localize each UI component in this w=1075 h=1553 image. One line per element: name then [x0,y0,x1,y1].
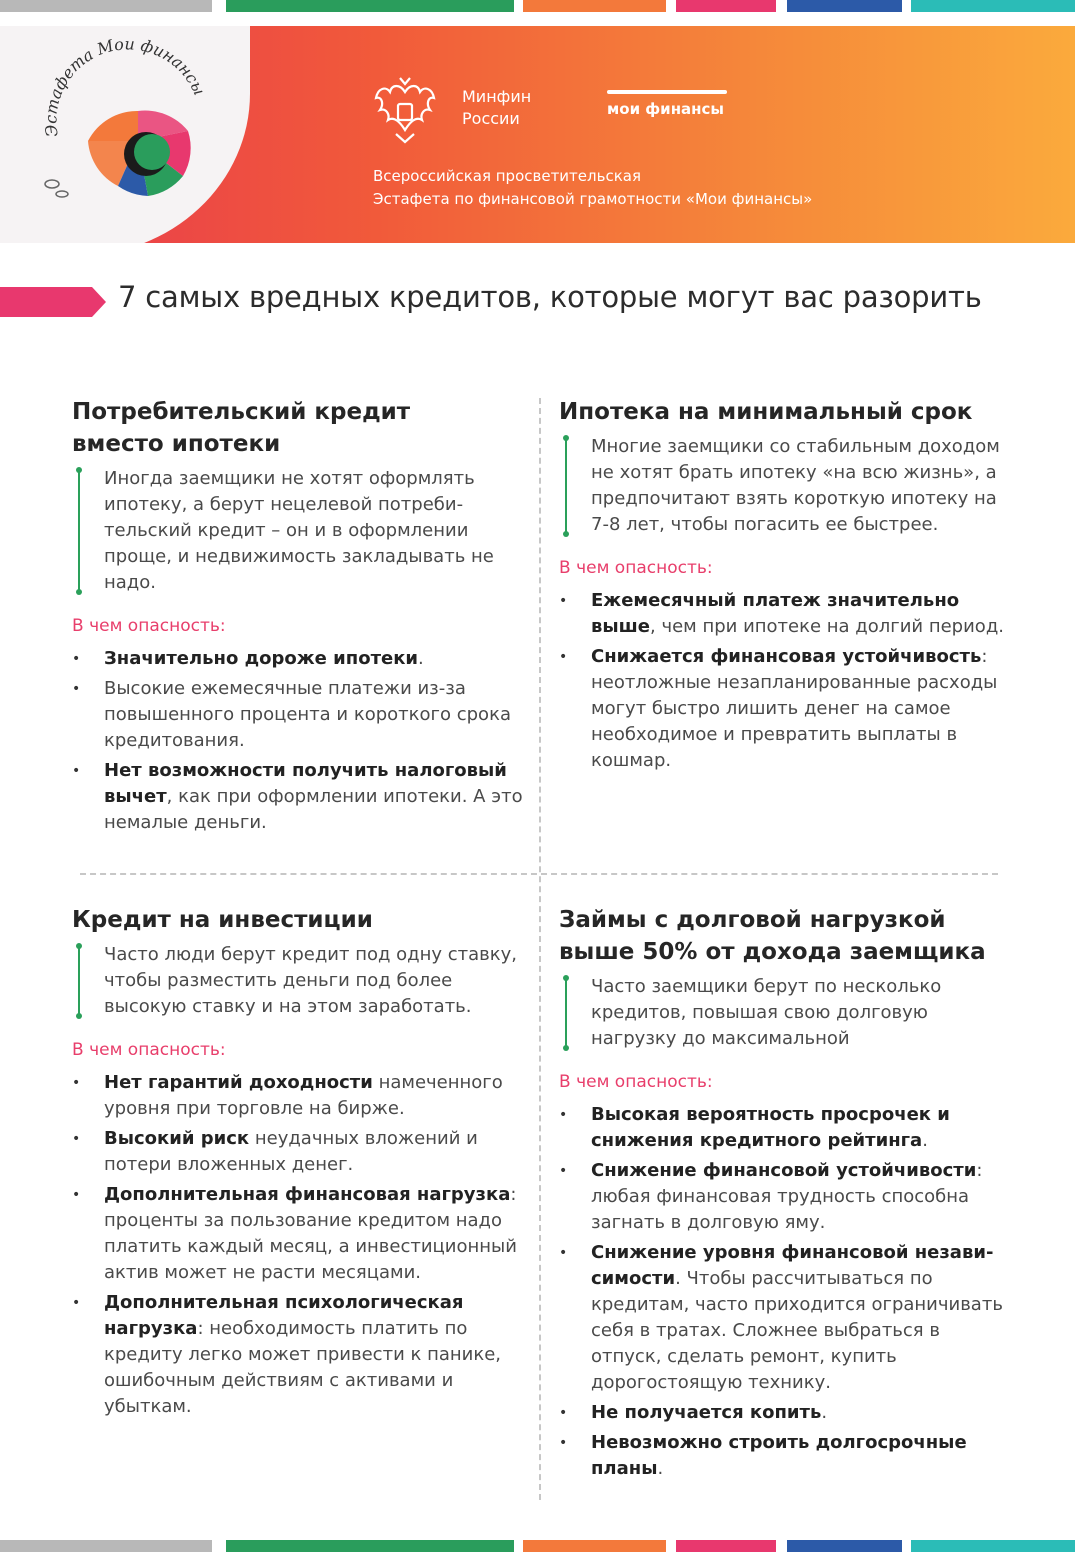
relay-description [373,165,812,211]
section-intro [72,942,532,1020]
header-banner [0,26,1075,243]
section-title [72,904,532,936]
section-short-mortgage [559,396,1009,778]
stripe-pink [676,1540,776,1552]
section-title [72,396,532,460]
brand-name: мои финансы [607,100,724,118]
danger-label: В чем опасность: [559,558,713,578]
list-item: • Нет гарантий доходности намеченного уровня при торговле на бирже. [72,1070,532,1122]
danger-label: В чем опасность: [559,1072,713,1092]
stripe-teal [911,0,1075,12]
ministry-name [462,86,531,130]
section-title-line-1: Кредит на инвестиции [72,907,373,933]
intro-text: Иногда заемщики не хотят оформлять ипотеку, а берут нецелевой потреби-тельский кредит – он и в оформлении проще, и недвижимость закладывать не надо. [104,468,494,593]
stripe-green [226,1540,514,1552]
section-investment-credit [72,904,532,1424]
intro-accent-line [78,946,80,1016]
section-intro [72,466,532,596]
danger-list [559,1102,1009,1482]
intro-text: Многие заемщики со стабильным доходом не хотят брать ипотеку «на всю жизнь», а предпочитают взять короткую ипотеку на 7-8 лет, чтобы погасить ее быстрее. [591,436,1000,535]
section-consumer-credit [72,396,532,840]
list-item: • Снижается финансовая устойчивость: неотложные незапланированные расходы могут быстро лишить денег на самое необходимое и превратить выплаты в кошмар. [559,644,1009,774]
list-item: • Высокие ежемесячные платежи из-за повышенного процента и короткого срока кредитования. [72,676,532,754]
list-item: • Высокая вероятность просрочек и снижения кредитного рейтинга. [559,1102,1009,1154]
svg-text:Эстафета Мои финансы: Эстафета Мои финансы [41,36,210,139]
list-item: • Ежемесячный платеж значительно выше, чем при ипотеке на долгий период. [559,588,1009,640]
top-color-stripes [0,0,1075,12]
stripe-orange [523,0,666,12]
stripe-green [226,0,514,12]
list-item: • Высокий риск неудачных вложений и потери вложенных денег. [72,1126,532,1178]
section-intro [559,434,1009,538]
stripe-blue [787,1540,902,1552]
ministry-line-1: Минфин [462,87,532,106]
stripe-gray [0,0,212,12]
horizontal-divider [80,873,998,875]
bottom-color-stripes [0,1540,1075,1552]
title-arrow-icon [0,285,108,319]
list-item: • Невозможно строить долгосрочные планы. [559,1430,1009,1482]
list-item: • Снижение уровня финансовой незави-симости. Чтобы рассчитываться по кредитам, часто приходится ограничивать себя в тратах. Сложнее выбраться в отпуск, сделать ремонт, купить дорогостоящую технику. [559,1240,1009,1396]
list-item: • Не получается копить. [559,1400,1009,1426]
danger-label: В чем опасность: [72,616,226,636]
brand-bar [607,90,727,94]
danger-list [559,588,1009,774]
page-title: 7 самых вредных кредитов, которые могут вас разорить [118,280,982,314]
intro-text: Часто люди берут кредит под одну ставку, чтобы разместить деньги под более высокую ставку и на этом заработать. [104,944,518,1017]
relay-line-2: Эстафета по финансовой грамотности «Мои финансы» [373,190,813,208]
stripe-teal [911,1540,1075,1552]
section-title-line-1: Займы с долговой нагрузкой [559,907,946,933]
intro-text: Часто заемщики берут по несколько кредитов, повышая свою долговую нагрузку до максимальной [591,976,942,1049]
section-title [559,396,1009,428]
intro-accent-line [565,978,567,1048]
list-item: • Нет возможности получить налоговый вычет, как при оформлении ипотеки. А это немалые деньги. [72,758,532,836]
list-item: • Снижение финансовой устойчивости: любая финансовая трудность способна загнать в долговую яму. [559,1158,1009,1236]
relay-logo [18,36,228,236]
list-item: • Значительно дороже ипотеки. [72,646,532,672]
list-item: • Дополнительная финансовая нагрузка: проценты за пользование кредитом надо платить каждый месяц, а инвестиционный актив может не расти месяцами. [72,1182,532,1286]
stripe-pink [676,0,776,12]
relay-line-1: Всероссийская просветительская [373,167,641,185]
section-intro [559,974,1009,1052]
section-high-debt-loans [559,904,1009,1486]
vertical-divider [539,398,541,1500]
intro-accent-line [78,470,80,592]
eagle-emblem-icon [372,74,438,146]
section-title-line-2: выше 50% от дохода заемщика [559,939,986,965]
section-title-line-1: Ипотека на минимальный срок [559,399,973,425]
section-title-line-1: Потребительский кредит [72,399,411,425]
brand-logo [607,90,747,118]
danger-label: В чем опасность: [72,1040,226,1060]
stripe-blue [787,0,902,12]
danger-list [72,646,532,836]
intro-accent-line [565,438,567,534]
danger-list [72,1070,532,1420]
list-item: • Дополнительная психологическая нагрузка: необходимость платить по кредиту легко может привести к панике, ошибочным действиям с активами и убыткам. [72,1290,532,1420]
ministry-line-2: России [462,109,520,128]
stripe-orange [523,1540,666,1552]
section-title [559,904,1009,968]
stripe-gray [0,1540,212,1552]
section-title-line-2: вместо ипотеки [72,431,281,457]
